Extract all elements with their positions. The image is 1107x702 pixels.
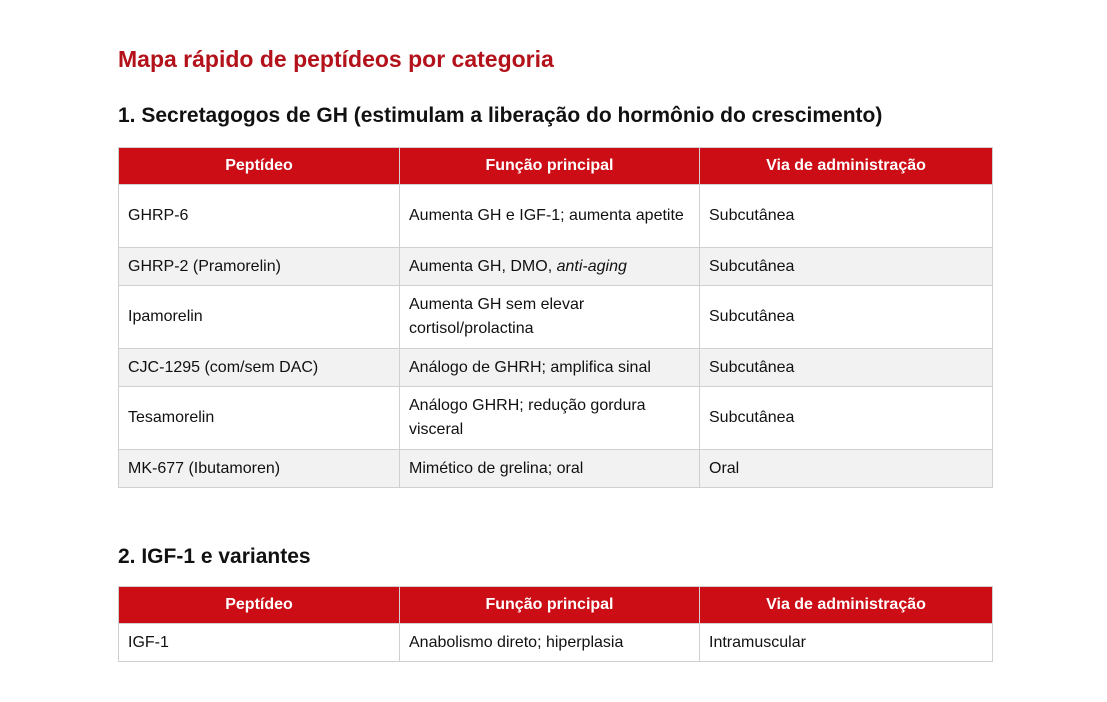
- route-cell: Oral: [700, 450, 993, 488]
- igf1-table: [118, 586, 993, 662]
- section-2-heading: 2. IGF-1 e variantes: [118, 545, 311, 568]
- column-header-route: Via de administração: [700, 148, 993, 185]
- document-page: [118, 40, 992, 662]
- column-header-peptide: Peptídeo: [119, 587, 400, 624]
- route-cell: Subcutânea: [700, 185, 993, 248]
- function-cell: [400, 248, 700, 286]
- function-emphasis: anti-aging: [556, 257, 627, 275]
- peptide-cell: GHRP-2 (Pramorelin): [119, 248, 400, 286]
- route-cell: Subcutânea: [700, 349, 993, 387]
- peptide-cell: MK-677 (Ibutamoren): [119, 450, 400, 488]
- table-row: [119, 450, 993, 488]
- secretagogues-table: [118, 147, 993, 488]
- peptide-cell: IGF-1: [119, 624, 400, 662]
- route-cell: Subcutânea: [700, 286, 993, 349]
- table-row: [119, 286, 993, 349]
- table-header-row: [119, 587, 993, 624]
- table-header-row: [119, 148, 993, 185]
- function-cell: Mimético de grelina; oral: [400, 450, 700, 488]
- route-cell: Subcutânea: [700, 248, 993, 286]
- route-cell: Subcutânea: [700, 387, 993, 450]
- peptide-cell: CJC-1295 (com/sem DAC): [119, 349, 400, 387]
- function-cell: Anabolismo direto; hiperplasia: [400, 624, 700, 662]
- peptide-cell: GHRP-6: [119, 185, 400, 248]
- column-header-function: Função principal: [400, 148, 700, 185]
- function-cell: Análogo de GHRH; amplifica sinal: [400, 349, 700, 387]
- table-row: [119, 248, 993, 286]
- function-text: Aumenta GH, DMO,: [409, 257, 557, 275]
- function-cell: Aumenta GH e IGF-1; aumenta apetite: [400, 185, 700, 248]
- section-1-heading: 1. Secretagogos de GH (estimulam a liberação do hormônio do crescimento): [118, 104, 883, 127]
- column-header-route: Via de administração: [700, 587, 993, 624]
- column-header-function: Função principal: [400, 587, 700, 624]
- table-row: [119, 349, 993, 387]
- table-row: [119, 387, 993, 450]
- peptide-cell: Ipamorelin: [119, 286, 400, 349]
- document-title: Mapa rápido de peptídeos por categoria: [118, 46, 554, 72]
- table-row: [119, 185, 993, 248]
- peptide-cell: Tesamorelin: [119, 387, 400, 450]
- route-cell: Intramuscular: [700, 624, 993, 662]
- table-row: [119, 624, 993, 662]
- function-cell: Análogo GHRH; redução gordura visceral: [400, 387, 700, 450]
- function-cell: Aumenta GH sem elevar cortisol/prolactina: [400, 286, 700, 349]
- column-header-peptide: Peptídeo: [119, 148, 400, 185]
